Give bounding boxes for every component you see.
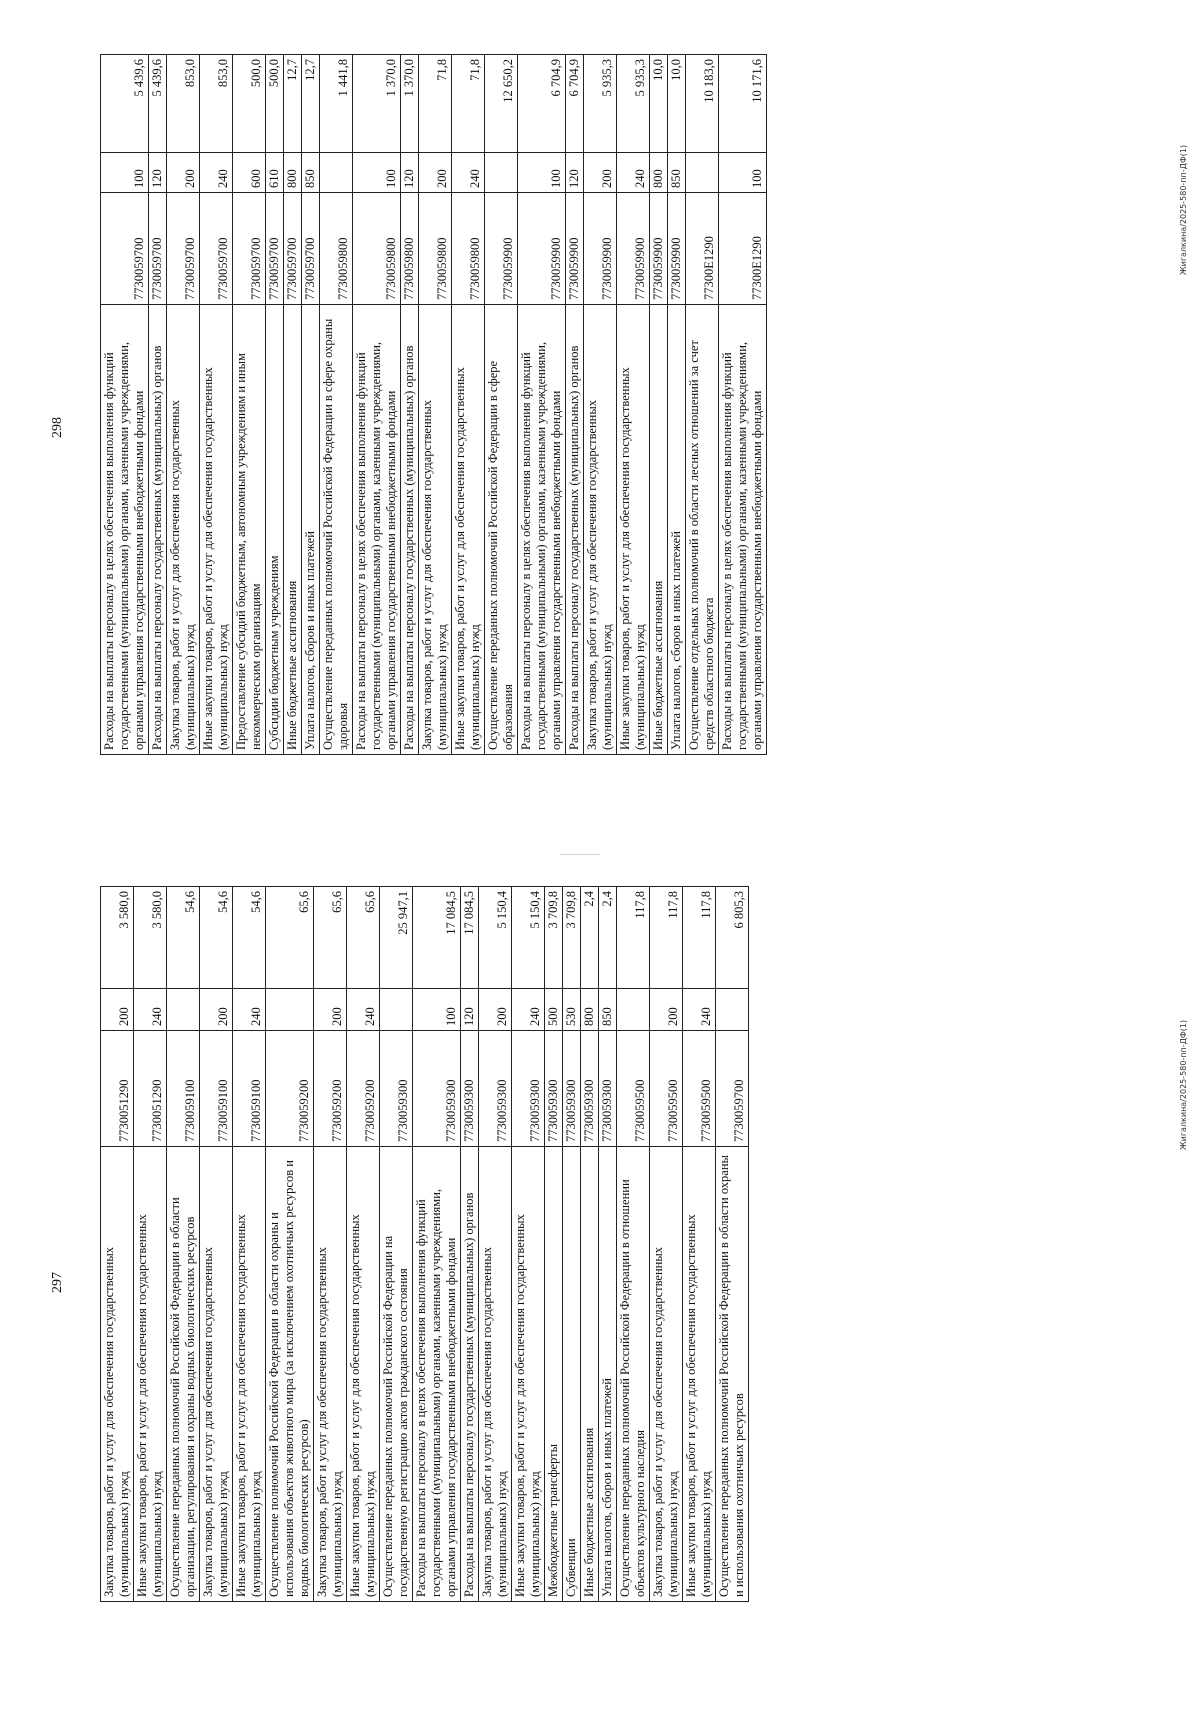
table-row bbox=[686, 55, 719, 755]
row-code-cell: 7730059700 bbox=[233, 193, 266, 305]
scan-mark bbox=[560, 854, 600, 855]
table-row bbox=[617, 887, 650, 1602]
table-row bbox=[419, 55, 452, 755]
row-expense-type-cell: 240 bbox=[200, 153, 233, 193]
row-amount-cell: 54,6 bbox=[200, 887, 233, 989]
row-code-cell: 7730059200 bbox=[314, 1031, 347, 1147]
row-amount-cell: 117,8 bbox=[683, 887, 716, 989]
table-row bbox=[566, 55, 584, 755]
row-code-cell: 7730059900 bbox=[485, 193, 518, 305]
row-code-cell: 7730059300 bbox=[380, 1031, 413, 1147]
row-amount-cell: 6 805,3 bbox=[716, 887, 749, 989]
row-code-cell: 7730059700 bbox=[101, 193, 149, 305]
row-expense-type-cell: 200 bbox=[419, 153, 452, 193]
row-amount-cell: 2,4 bbox=[581, 887, 599, 989]
row-name-cell: Осуществление переданных полномочий Российской Федерации в сфере образования bbox=[485, 305, 518, 755]
row-code-cell: 7730051290 bbox=[101, 1031, 134, 1147]
row-code-cell: 7730059800 bbox=[419, 193, 452, 305]
row-amount-cell: 1 370,0 bbox=[353, 55, 401, 153]
row-name-cell: Осуществление переданных полномочий Российской Федерации в отношении объектов культурного наследия bbox=[617, 1147, 650, 1602]
row-code-cell: 7730059200 bbox=[347, 1031, 380, 1147]
page-footer: Жигалкина/2025-580-пп-ДФ(1) bbox=[1179, 144, 1188, 275]
row-name-cell: Расходы на выплаты персоналу в целях обеспечения выполнения функций государственными (муниципальными) органами, казенными учреждениями, органами управления государственными внебюджетными фондами bbox=[719, 305, 767, 755]
row-expense-type-cell: 240 bbox=[347, 989, 380, 1031]
row-name-cell: Закупка товаров, работ и услуг для обеспечения государственных (муниципальных) нужд bbox=[479, 1147, 512, 1602]
row-code-cell: 7730059700 bbox=[302, 193, 320, 305]
row-code-cell: 7730059300 bbox=[512, 1031, 545, 1147]
row-name-cell: Уплата налогов, сборов и иных платежей bbox=[668, 305, 686, 755]
table-row bbox=[101, 887, 134, 1602]
row-amount-cell: 1 370,0 bbox=[401, 55, 419, 153]
budget-table bbox=[100, 886, 749, 1602]
row-amount-cell: 6 704,9 bbox=[566, 55, 584, 153]
table-row bbox=[461, 887, 479, 1602]
row-name-cell: Иные закупки товаров, работ и услуг для обеспечения государственных (муниципальных) нужд bbox=[512, 1147, 545, 1602]
page-footer: Жигалкина/2025-580-пп-ДФ(1) bbox=[1179, 1019, 1188, 1150]
row-expense-type-cell bbox=[167, 989, 200, 1031]
table-row bbox=[101, 55, 149, 755]
row-amount-cell: 17 084,5 bbox=[461, 887, 479, 989]
row-expense-type-cell: 200 bbox=[314, 989, 347, 1031]
row-expense-type-cell bbox=[686, 153, 719, 193]
table-row bbox=[233, 55, 266, 755]
row-code-cell: 7730059700 bbox=[200, 193, 233, 305]
row-expense-type-cell: 120 bbox=[461, 989, 479, 1031]
row-code-cell: 7730059300 bbox=[461, 1031, 479, 1147]
table-row bbox=[716, 887, 749, 1602]
row-code-cell: 7730059100 bbox=[167, 1031, 200, 1147]
row-name-cell: Осуществление переданных полномочий Российской Федерации в сфере охраны здоровья bbox=[320, 305, 353, 755]
table-row bbox=[134, 887, 167, 1602]
row-code-cell: 7730059900 bbox=[566, 193, 584, 305]
row-expense-type-cell: 200 bbox=[479, 989, 512, 1031]
table-row bbox=[599, 887, 617, 1602]
table-row bbox=[302, 55, 320, 755]
row-code-cell: 7730059700 bbox=[167, 193, 200, 305]
row-expense-type-cell: 100 bbox=[353, 153, 401, 193]
row-code-cell: 7730059300 bbox=[599, 1031, 617, 1147]
table-row bbox=[233, 887, 266, 1602]
row-amount-cell: 500,0 bbox=[266, 55, 284, 153]
row-expense-type-cell: 200 bbox=[167, 153, 200, 193]
row-name-cell: Иные закупки товаров, работ и услуг для обеспечения государственных (муниципальных) нужд bbox=[617, 305, 650, 755]
row-code-cell: 7730059900 bbox=[617, 193, 650, 305]
row-name-cell: Расходы на выплаты персоналу государственных (муниципальных) органов bbox=[566, 305, 584, 755]
table-row bbox=[545, 887, 563, 1602]
table-row bbox=[266, 887, 314, 1602]
row-code-cell: 7730059300 bbox=[545, 1031, 563, 1147]
row-expense-type-cell: 200 bbox=[101, 989, 134, 1031]
budget-table bbox=[100, 54, 767, 755]
table-row bbox=[167, 55, 200, 755]
row-name-cell: Расходы на выплаты персоналу государственных (муниципальных) органов bbox=[401, 305, 419, 755]
row-code-cell: 7730051290 bbox=[134, 1031, 167, 1147]
row-amount-cell: 10,0 bbox=[668, 55, 686, 153]
row-amount-cell: 54,6 bbox=[233, 887, 266, 989]
row-code-cell: 7730059900 bbox=[584, 193, 617, 305]
row-expense-type-cell: 240 bbox=[452, 153, 485, 193]
row-amount-cell: 3 580,0 bbox=[101, 887, 134, 989]
budget-table-body bbox=[101, 887, 749, 1602]
table-row bbox=[149, 55, 167, 755]
row-name-cell: Осуществление полномочий Российской Федерации в области охраны и использования объектов животного мира (за исключением охотничьих ресурсов и водных биологических ресурсов) bbox=[266, 1147, 314, 1602]
row-name-cell: Закупка товаров, работ и услуг для обеспечения государственных (муниципальных) нужд bbox=[167, 305, 200, 755]
table-row bbox=[347, 887, 380, 1602]
row-name-cell: Иные закупки товаров, работ и услуг для обеспечения государственных (муниципальных) нужд bbox=[134, 1147, 167, 1602]
row-expense-type-cell: 200 bbox=[650, 989, 683, 1031]
row-expense-type-cell: 850 bbox=[599, 989, 617, 1031]
row-expense-type-cell bbox=[716, 989, 749, 1031]
row-code-cell: 7730059900 bbox=[668, 193, 686, 305]
row-name-cell: Закупка товаров, работ и услуг для обеспечения государственных (муниципальных) нужд bbox=[419, 305, 452, 755]
row-name-cell: Иные закупки товаров, работ и услуг для обеспечения государственных (муниципальных) нужд bbox=[233, 1147, 266, 1602]
row-amount-cell: 25 947,1 bbox=[380, 887, 413, 989]
table-row bbox=[284, 55, 302, 755]
row-amount-cell: 500,0 bbox=[233, 55, 266, 153]
table-row bbox=[584, 55, 617, 755]
row-code-cell: 7730059700 bbox=[716, 1031, 749, 1147]
row-name-cell: Осуществление переданных полномочий Российской Федерации в области охраны и использования охотничьих ресурсов bbox=[716, 1147, 749, 1602]
row-amount-cell: 17 084,5 bbox=[413, 887, 461, 989]
row-name-cell: Закупка товаров, работ и услуг для обеспечения государственных (муниципальных) нужд bbox=[101, 1147, 134, 1602]
row-expense-type-cell: 240 bbox=[134, 989, 167, 1031]
row-name-cell: Уплата налогов, сборов и иных платежей bbox=[302, 305, 320, 755]
table-row bbox=[380, 887, 413, 1602]
table-row bbox=[479, 887, 512, 1602]
row-amount-cell: 117,8 bbox=[650, 887, 683, 989]
row-expense-type-cell: 600 bbox=[233, 153, 266, 193]
row-name-cell: Закупка товаров, работ и услуг для обеспечения государственных (муниципальных) нужд bbox=[650, 1147, 683, 1602]
row-amount-cell: 65,6 bbox=[266, 887, 314, 989]
row-code-cell: 7730059900 bbox=[518, 193, 566, 305]
table-row bbox=[320, 55, 353, 755]
row-code-cell: 7730059300 bbox=[479, 1031, 512, 1147]
row-name-cell: Иные закупки товаров, работ и услуг для обеспечения государственных (муниципальных) нужд bbox=[347, 1147, 380, 1602]
row-code-cell: 7730059200 bbox=[266, 1031, 314, 1147]
row-expense-type-cell: 100 bbox=[518, 153, 566, 193]
row-amount-cell: 12 650,2 bbox=[485, 55, 518, 153]
row-name-cell: Субвенции bbox=[563, 1147, 581, 1602]
row-amount-cell: 10 171,6 bbox=[719, 55, 767, 153]
row-expense-type-cell: 240 bbox=[617, 153, 650, 193]
table-row bbox=[401, 55, 419, 755]
row-amount-cell: 1 441,8 bbox=[320, 55, 353, 153]
row-expense-type-cell bbox=[617, 989, 650, 1031]
row-code-cell: 7730059100 bbox=[233, 1031, 266, 1147]
page-number: 298 bbox=[50, 417, 65, 438]
row-amount-cell: 5 439,6 bbox=[101, 55, 149, 153]
row-expense-type-cell: 240 bbox=[512, 989, 545, 1031]
row-expense-type-cell: 240 bbox=[683, 989, 716, 1031]
table-row bbox=[353, 55, 401, 755]
row-expense-type-cell: 850 bbox=[668, 153, 686, 193]
row-expense-type-cell bbox=[266, 989, 314, 1031]
row-amount-cell: 5 150,4 bbox=[479, 887, 512, 989]
row-expense-type-cell: 100 bbox=[101, 153, 149, 193]
row-code-cell: 7730059700 bbox=[149, 193, 167, 305]
table-row bbox=[617, 55, 650, 755]
row-code-cell: 7730059900 bbox=[650, 193, 668, 305]
row-name-cell: Расходы на выплаты персоналу государственных (муниципальных) органов bbox=[149, 305, 167, 755]
row-code-cell: 7730059300 bbox=[563, 1031, 581, 1147]
row-name-cell: Расходы на выплаты персоналу в целях обеспечения выполнения функций государственными (муниципальными) органами, казенными учреждениями, органами управления государственными внебюджетными фондами bbox=[518, 305, 566, 755]
row-expense-type-cell bbox=[320, 153, 353, 193]
row-amount-cell: 10,0 bbox=[650, 55, 668, 153]
row-name-cell: Осуществление переданных полномочий Российской Федерации в области организации, регулирования и охраны водных биологических ресурсов bbox=[167, 1147, 200, 1602]
table-row bbox=[581, 887, 599, 1602]
table-row bbox=[668, 55, 686, 755]
row-code-cell: 77300Е1290 bbox=[686, 193, 719, 305]
row-amount-cell: 65,6 bbox=[347, 887, 380, 989]
row-expense-type-cell: 850 bbox=[302, 153, 320, 193]
row-expense-type-cell: 530 bbox=[563, 989, 581, 1031]
row-name-cell: Закупка товаров, работ и услуг для обеспечения государственных (муниципальных) нужд bbox=[584, 305, 617, 755]
row-code-cell: 7730059500 bbox=[683, 1031, 716, 1147]
row-expense-type-cell: 800 bbox=[284, 153, 302, 193]
row-expense-type-cell: 120 bbox=[401, 153, 419, 193]
row-code-cell: 7730059300 bbox=[581, 1031, 599, 1147]
row-name-cell: Осуществление переданных полномочий Российской Федерации на государственную регистрацию актов гражданского состояния bbox=[380, 1147, 413, 1602]
row-code-cell: 7730059700 bbox=[266, 193, 284, 305]
table-row bbox=[200, 55, 233, 755]
table-row bbox=[314, 887, 347, 1602]
row-amount-cell: 2,4 bbox=[599, 887, 617, 989]
row-name-cell: Закупка товаров, работ и услуг для обеспечения государственных (муниципальных) нужд bbox=[314, 1147, 347, 1602]
row-code-cell: 7730059800 bbox=[401, 193, 419, 305]
page-297 bbox=[0, 855, 1200, 1710]
row-amount-cell: 12,7 bbox=[284, 55, 302, 153]
row-amount-cell: 853,0 bbox=[167, 55, 200, 153]
row-amount-cell: 71,8 bbox=[419, 55, 452, 153]
row-expense-type-cell: 120 bbox=[149, 153, 167, 193]
row-code-cell: 7730059800 bbox=[320, 193, 353, 305]
row-code-cell: 7730059800 bbox=[353, 193, 401, 305]
budget-table-body bbox=[101, 55, 767, 755]
row-name-cell: Уплата налогов, сборов и иных платежей bbox=[599, 1147, 617, 1602]
table-row bbox=[413, 887, 461, 1602]
row-amount-cell: 10 183,0 bbox=[686, 55, 719, 153]
row-expense-type-cell bbox=[380, 989, 413, 1031]
table-row bbox=[518, 55, 566, 755]
row-amount-cell: 5 935,3 bbox=[584, 55, 617, 153]
table-row bbox=[266, 55, 284, 755]
row-name-cell: Расходы на выплаты персоналу в целях обеспечения выполнения функций государственными (муниципальными) органами, казенными учреждениями, органами управления государственными внебюджетными фондами bbox=[413, 1147, 461, 1602]
row-amount-cell: 3 580,0 bbox=[134, 887, 167, 989]
table-row bbox=[563, 887, 581, 1602]
row-amount-cell: 3 709,8 bbox=[545, 887, 563, 989]
table-row bbox=[719, 55, 767, 755]
row-code-cell: 7730059500 bbox=[617, 1031, 650, 1147]
row-amount-cell: 5 439,6 bbox=[149, 55, 167, 153]
table-row bbox=[452, 55, 485, 755]
row-code-cell: 7730059500 bbox=[650, 1031, 683, 1147]
table-row bbox=[683, 887, 716, 1602]
row-name-cell: Иные бюджетные ассигнования bbox=[581, 1147, 599, 1602]
row-name-cell: Иные закупки товаров, работ и услуг для обеспечения государственных (муниципальных) нужд bbox=[452, 305, 485, 755]
row-amount-cell: 54,6 bbox=[167, 887, 200, 989]
row-expense-type-cell: 800 bbox=[581, 989, 599, 1031]
table-row bbox=[650, 55, 668, 755]
row-expense-type-cell: 200 bbox=[584, 153, 617, 193]
row-expense-type-cell: 800 bbox=[650, 153, 668, 193]
row-amount-cell: 6 704,9 bbox=[518, 55, 566, 153]
row-expense-type-cell: 610 bbox=[266, 153, 284, 193]
row-amount-cell: 71,8 bbox=[452, 55, 485, 153]
page-number: 297 bbox=[50, 1272, 65, 1293]
row-expense-type-cell: 500 bbox=[545, 989, 563, 1031]
row-expense-type-cell: 100 bbox=[413, 989, 461, 1031]
row-name-cell: Расходы на выплаты персоналу в целях обеспечения выполнения функций государственными (муниципальными) органами, казенными учреждениями, органами управления государственными внебюджетными фондами bbox=[101, 305, 149, 755]
row-name-cell: Иные бюджетные ассигнования bbox=[650, 305, 668, 755]
row-code-cell: 7730059700 bbox=[284, 193, 302, 305]
row-name-cell: Предоставление субсидий бюджетным, автономным учреждениям и иным некоммерческим организациям bbox=[233, 305, 266, 755]
row-code-cell: 77300Е1290 bbox=[719, 193, 767, 305]
row-name-cell: Иные бюджетные ассигнования bbox=[284, 305, 302, 755]
row-code-cell: 7730059800 bbox=[452, 193, 485, 305]
table-row bbox=[485, 55, 518, 755]
row-name-cell: Иные закупки товаров, работ и услуг для обеспечения государственных (муниципальных) нужд bbox=[200, 305, 233, 755]
row-amount-cell: 117,8 bbox=[617, 887, 650, 989]
row-expense-type-cell: 120 bbox=[566, 153, 584, 193]
row-expense-type-cell: 240 bbox=[233, 989, 266, 1031]
row-name-cell: Закупка товаров, работ и услуг для обеспечения государственных (муниципальных) нужд bbox=[200, 1147, 233, 1602]
row-amount-cell: 5 150,4 bbox=[512, 887, 545, 989]
row-expense-type-cell: 100 bbox=[719, 153, 767, 193]
row-code-cell: 7730059300 bbox=[413, 1031, 461, 1147]
row-name-cell: Расходы на выплаты персоналу государственных (муниципальных) органов bbox=[461, 1147, 479, 1602]
row-amount-cell: 853,0 bbox=[200, 55, 233, 153]
table-row bbox=[650, 887, 683, 1602]
row-amount-cell: 3 709,8 bbox=[563, 887, 581, 989]
table-row bbox=[167, 887, 200, 1602]
row-expense-type-cell bbox=[485, 153, 518, 193]
row-name-cell: Иные закупки товаров, работ и услуг для обеспечения государственных (муниципальных) нужд bbox=[683, 1147, 716, 1602]
row-amount-cell: 65,6 bbox=[314, 887, 347, 989]
row-name-cell: Субсидии бюджетным учреждениям bbox=[266, 305, 284, 755]
table-row bbox=[512, 887, 545, 1602]
row-amount-cell: 5 935,3 bbox=[617, 55, 650, 153]
row-expense-type-cell: 200 bbox=[200, 989, 233, 1031]
row-name-cell: Расходы на выплаты персоналу в целях обеспечения выполнения функций государственными (муниципальными) органами, казенными учреждениями, органами управления государственными внебюджетными фондами bbox=[353, 305, 401, 755]
row-amount-cell: 12,7 bbox=[302, 55, 320, 153]
table-row bbox=[200, 887, 233, 1602]
row-name-cell: Осуществление отдельных полномочий в области лесных отношений за счет средств областного бюджета bbox=[686, 305, 719, 755]
row-name-cell: Межбюджетные трансферты bbox=[545, 1147, 563, 1602]
row-code-cell: 7730059100 bbox=[200, 1031, 233, 1147]
